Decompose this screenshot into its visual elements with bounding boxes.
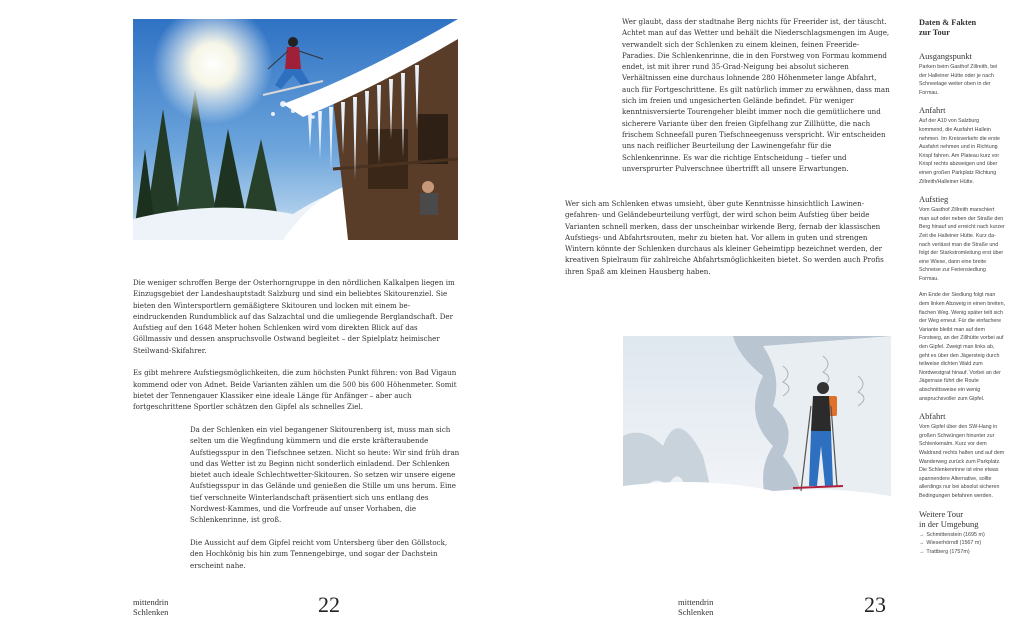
facts-sidebar xyxy=(919,18,1005,556)
wide-text-column xyxy=(565,198,895,288)
section-name: Schlenken xyxy=(133,607,169,617)
more-tours-heading: Weitere Tour in der Umgebung xyxy=(919,508,979,529)
sidebar-text: Vom Gasthof Zillreith marschiert man auf oder neben der Straße den Berg hinauf und erreicht nach kurzer Zeit die Halleiner Hütte. Kurz danach verlässt man die Straße und folgt der Starkstromleitung erst über eine Wiese, dann eine breite Schneise zur Feriensiedlung Formau. xyxy=(919,207,1005,282)
ski-tourer-illustration xyxy=(623,336,891,519)
sidebar-text: Vom Gipfel über den SW-Hang in großen Schwüngen hinunter zur Schlenkenalm. Kurz vor dem Waldrand rechts halten und auf dem Wanderweg zurück zum Parkplatz. Die Schlenkenrinne ist eine etwas spannendere Alternative, sollte allerdings nur bei absolut sicheren Bedingungen befahren werden. xyxy=(919,424,1005,499)
skier-jumping-photo xyxy=(133,19,458,240)
magazine-name: mittendrin xyxy=(678,597,714,607)
page-number: 22 xyxy=(318,592,340,617)
sidebar-heading: Aufstieg xyxy=(919,194,949,205)
intro-paragraph: Es gibt mehrere Aufstiegsmöglichkeiten, die zum höchsten Punkt führen: von Bad Vigaun kommend oder von Adnet. Beide Varianten zählen um die 500 bis 600 Höhenmeter. Somit bietet der Tennengauer Klassiker eine ideale Länge für Anfänger – aber auch fortgeschrittene Sportler schätzen den Gipfel als schnelles Ziel. xyxy=(133,368,457,412)
body-paragraph: Die Aussicht auf dem Gipfel reicht vom Untersberg über den Göllstock, den Hochkönig bis hin zum Tennengebirge, und sogar der Dachstein erscheint nahe. xyxy=(190,537,448,570)
intro-text-column xyxy=(133,277,458,424)
more-tours-list xyxy=(919,531,1005,557)
skier-jumping-illustration xyxy=(133,19,458,240)
page-number: 23 xyxy=(864,592,886,617)
list-item: → Schmittenstein (1695 m) xyxy=(919,531,985,538)
arrow-right-icon: → xyxy=(919,531,925,538)
body-paragraph: Da der Schlenken ein viel begangener Skitourenberg ist, muss man sich selten um die Wegfindung kümmern und die erste kräfteraubende Aufstiegsspur in den Tiefschnee setzen. Nicht so heute: Wir sind früh dran und das Wetter ist zu Beginn nicht sonderlich einladend. Der Schlenken bietet auch ideale Schlechtwetter-Skitouren. So setzen wir unsere eigene Aufstiegsspur in das Gelände und genießen die Stille um uns herum. Eine tief verschneite Winterlandschaft präsentiert sich uns entlang des Nordwest-Kammes, und die Vorfreude auf unser Vorhaben, die Schlenkenrinne, ist groß. xyxy=(190,425,460,525)
arrow-right-icon: → xyxy=(919,548,925,555)
footer-label xyxy=(678,597,713,617)
sidebar-text: Am Ende der Siedlung folgt man dem linken Abzweig in einen breiten, flachen Weg. Wenig später teilt sich der Weg erneut. Für die einfachere Variante bleibt man auf dem Forstweg, an der Zillhütte vorbei auf den Gipfel. Zweigt man links ab, geht es über den Jägersteig durch teilweise dichten Wald zum Nordwestgrat hinauf. Vorbei an der Jägerrase führt die Route abschnittsweise ein wenig anspruchsvoller zum Gipfel. xyxy=(919,292,1005,402)
top-text-column xyxy=(622,16,892,185)
footer-label xyxy=(133,597,168,617)
indented-text-column xyxy=(190,424,460,582)
sidebar-heading: Anfahrt xyxy=(919,105,946,116)
sidebar-text: Parken beim Gasthof Zillreith, bei der Halleiner Hütte oder je nach Schneelage weiter oben in der Formau. xyxy=(919,64,998,96)
sidebar-heading: Ausgangspunkt xyxy=(919,51,972,61)
magazine-name: mittendrin xyxy=(133,597,169,607)
sidebar-heading: Abfahrt xyxy=(919,411,946,422)
sidebar-text: Auf der A10 von Salzburg kommend, die Ausfahrt Hallein nehmen. Im Kreisverkehr die erste Ausfahrt nehmen und in Richtung Krispl fahren. Am Plateau kurz vor Krispl rechts abzweigen und über einen großen Parkplatz Richtung Zillreith/Halleiner Hütte. xyxy=(919,118,1000,185)
section-name: Schlenken xyxy=(678,607,714,617)
ski-tourer-photo xyxy=(623,336,891,519)
intro-paragraph: Die weniger schroffen Berge der Osterhorngruppe in den nördlichen Kalkalpen liegen im Einzugsgebiet der Landeshauptstadt Salzburg und sind ein beliebtes Skitourenziel. Sie bieten den Wintersportlern gemäßigtere Skitouren und locken mit einem beeindruckenden Rundumblick auf das Salzachtal und die umliegende Berglandschaft. Der Aufstieg auf den 1648 Meter hohen Schlenken wird vom direkten Blick auf das Göllmassiv und dessen anspruchsvolle Ostwand begleitet – der Spielplatz heimischer Steilwand-Skifahrer. xyxy=(133,278,455,355)
sidebar-title: Daten & Fakten zur Tour xyxy=(919,18,977,37)
body-paragraph: Wer glaubt, dass der stadtnahe Berg nichts für Freerider ist, der täuscht. Achtet man auf das Wetter und behält die Niederschlagsmengen im Auge, verwandelt sich der Schlenken zu einem kleinen, feinen Freeride-Paradies. Die Schlenkenrinne, die in den Forstweg von Formau kommend endet, ist mit ihrer rund 35-Grad-Neigung bei absolut sicheren Verhältnissen eine durchaus lohnende 280 Höhenmeter lange Abfahrt, auch für Fortgeschrittene. Es gilt natürlich immer zu erwähnen, dass man sich im freien und ungesicherten Gelände befindet. Für weniger kenntnisversierte Tourengeher bleibt immer noch die gemütlichere und sicherere Variante über den freien Gipfelhang zur Zillhütte, die nach frischem Schneefall puren Tiefschneegenuss verspricht. Wir entscheiden uns nach reiflicher Beurteilung der Lawinengefahr für die Schlenkenrinne. Es war die richtige Entscheidung – tiefer und unversprurter Pulverschnee übertrifft all unsere Erwartungen. xyxy=(622,17,890,173)
list-item: → Wieserhörndl (1567 m) xyxy=(919,540,982,547)
list-item: → Trattberg (1757m) xyxy=(919,548,970,555)
body-paragraph: Wer sich am Schlenken etwas umsieht, über gute Kenntnisse hinsichtlich Lawinengefahren- und Geländebeurteilung verfügt, der wird schon beim Aufstieg über beide Varianten schnell merken, dass der unscheinbar wirkende Berg, fernab der klassischen Aufstiegs- und Abfahrtsrouten, mehr zu bieten hat. Vor allem in guten und strengen Wintern könnte der Schlenken durchaus als kleiner Geheimtipp bezeichnet werden, der kreativen Spielraum für zahlreiche Abfahrtsmöglichkeiten bietet. So werden auch Profis ihren Spaß am kleinen Hausberg haben. xyxy=(565,199,884,276)
arrow-right-icon: → xyxy=(919,540,925,547)
